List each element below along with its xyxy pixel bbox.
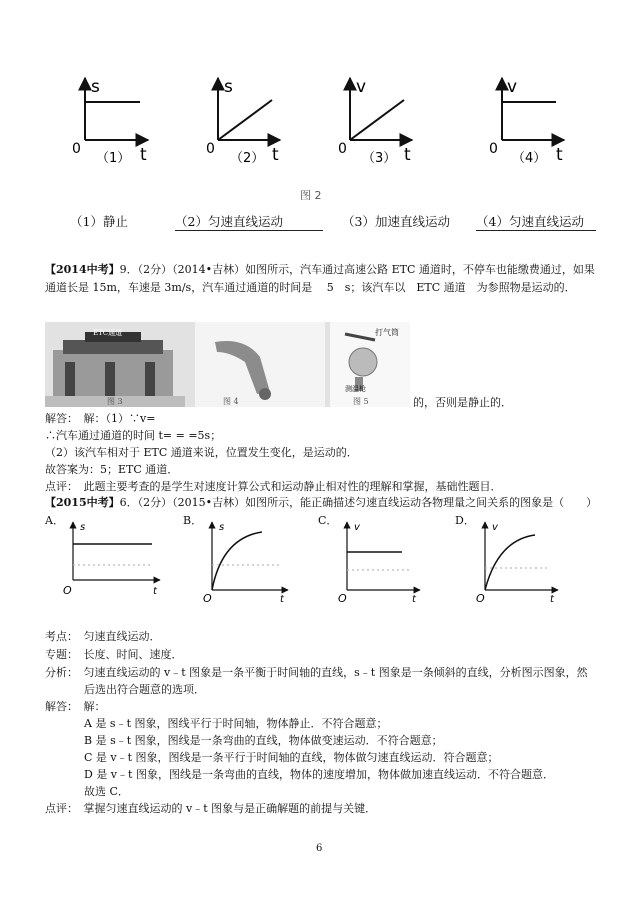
graph-2-y: s — [224, 77, 233, 97]
option-a-x: t — [153, 586, 157, 597]
option-c-y: v — [354, 522, 360, 533]
jieda: 解答： 解： — [45, 700, 106, 713]
graph-2-origin: 0 — [206, 141, 215, 157]
option-b-origin: O — [203, 592, 212, 605]
option-c-x: t — [412, 594, 416, 605]
q2014-tail: 的，否则是静止的． — [413, 396, 512, 409]
option-d-origin: O — [476, 592, 485, 605]
option-b-letter: B． — [183, 514, 203, 527]
q2015-text1: 6．（2分）（2015•吉林）如图所示，能正确描述匀速直线运动各物理量之间关系的图象是（ ） — [119, 496, 598, 509]
fig2-caption: 图 2 — [300, 189, 322, 200]
pingjia: 点评： 掌握匀速直线运动的 v﹣t 图象与是正确解题的前提与关键． — [45, 802, 377, 815]
option-a-letter: A． — [45, 514, 64, 527]
jieda-c: C 是 v﹣t 图象，图线是一条平行于时间轴的直线，物体做匀速直线运动．符合题意； — [84, 751, 499, 764]
photo-label-pump: 打气筒 — [375, 328, 399, 337]
option-d-letter: D． — [455, 514, 475, 527]
graph-3-label: （3） — [362, 151, 397, 166]
graph-4-y: v — [507, 77, 518, 97]
fig2-answer-4: （4）匀速直线运动 — [476, 215, 596, 231]
fig2-answer-3: （3）加速直线运动 — [342, 214, 450, 229]
q2015-option-graphs — [0, 510, 640, 610]
q2014-photo-strip — [45, 322, 410, 407]
fenxi-1: 分析： 匀速直线运动的 v﹣t 图象是一条平衡于时间轴的直线，s﹣t 图象是一条倾斜的直线，分析图示图象，然 — [45, 666, 588, 679]
fig2-answer-1: （1）静止 — [70, 214, 128, 229]
q2014-comment: 点评： 此题主要考查的是学生对速度计算公式和运动静止相对性的理解和掌握，基础性题目． — [45, 480, 502, 493]
q2014-sol3: （2）该汽车相对于 ETC 通道来说，位置发生变化，是运动的． — [45, 446, 358, 459]
option-a-y: s — [80, 522, 86, 533]
graph-2-label: （2） — [230, 151, 265, 166]
option-d-y: v — [492, 522, 498, 533]
option-d-x: t — [550, 594, 554, 605]
fig2-graphs — [0, 0, 640, 200]
option-b-x: t — [280, 594, 284, 605]
graph-4-origin: 0 — [489, 141, 498, 157]
photo-label-etc: ETC通道 — [93, 329, 123, 337]
q2015-tag: 【2015中考】 — [45, 496, 120, 509]
graph-3-x: t — [404, 145, 411, 165]
q2014-tag: 【2014中考】 — [45, 263, 120, 276]
page-number: 6 — [316, 843, 323, 854]
graph-2-x: t — [272, 145, 279, 165]
q2015-line1 — [45, 496, 597, 510]
choose: 故选 C． — [84, 785, 129, 798]
photo-caption-3: 图 3 — [107, 397, 123, 406]
option-a-origin: O — [63, 584, 72, 597]
option-b-y: s — [219, 522, 225, 533]
graph-4-label: （4） — [512, 151, 547, 166]
option-a-graph — [73, 522, 160, 580]
graph-4-x: t — [556, 145, 563, 165]
q2014-text1: 9．（2分）（2014•吉林）如图所示，汽车通过高速公路 ETC 通道时，不停车也能缴费通过，如果 — [119, 263, 595, 276]
graph-1-x: t — [140, 145, 147, 165]
fig2-answer-2: （2）匀速直线运动 — [175, 215, 323, 231]
jieda-b: B 是 s﹣t 图象，图线是一条弯曲的直线，物体做变速运动．不符合题意； — [84, 734, 443, 747]
q2014-sol4: 故答案为：5；ETC 通道． — [45, 463, 179, 476]
graph-1-label: （1） — [96, 151, 131, 166]
graph-3-y: v — [356, 77, 367, 97]
graph-2-line — [218, 100, 272, 140]
option-c-letter: C． — [318, 514, 338, 527]
photo-label-gun: 测温枪 — [345, 385, 366, 393]
graph-3-line — [350, 100, 404, 140]
graph-3-origin: 0 — [338, 141, 347, 157]
q2014-line2: 通道长是 15m，车速是 3m/s，汽车通过通道的时间是 5 s；该汽车以 ETC 通道 为参照物是运动的． — [45, 281, 576, 294]
photo-caption-4: 图 4 — [223, 397, 239, 406]
jieda-a: A 是 s﹣t 图象，图线平行于时间轴，物体静止．不符合题意； — [84, 717, 388, 730]
graph-1-y: s — [91, 77, 100, 97]
graph-1-origin: 0 — [72, 141, 81, 157]
jieda-d: D 是 v﹣t 图象，图线是一条弯曲的直线，物体的速度增加，物体做加速直线运动．不符合题意． — [84, 768, 554, 781]
fenxi-2: 后选出符合题意的选项． — [84, 683, 205, 696]
q2014-sol1: 解答： 解：（1）∵v= — [45, 412, 156, 425]
photo-caption-5: 图 5 — [353, 397, 369, 406]
zhuanti: 专题： 长度、时间、速度． — [45, 648, 183, 661]
q2014-sol2: ∴汽车通过通道的时间 t= = =5s； — [45, 429, 222, 442]
kaodian: 考点： 匀速直线运动． — [45, 630, 161, 643]
option-c-origin: O — [338, 592, 347, 605]
q2014-line1 — [45, 263, 595, 277]
